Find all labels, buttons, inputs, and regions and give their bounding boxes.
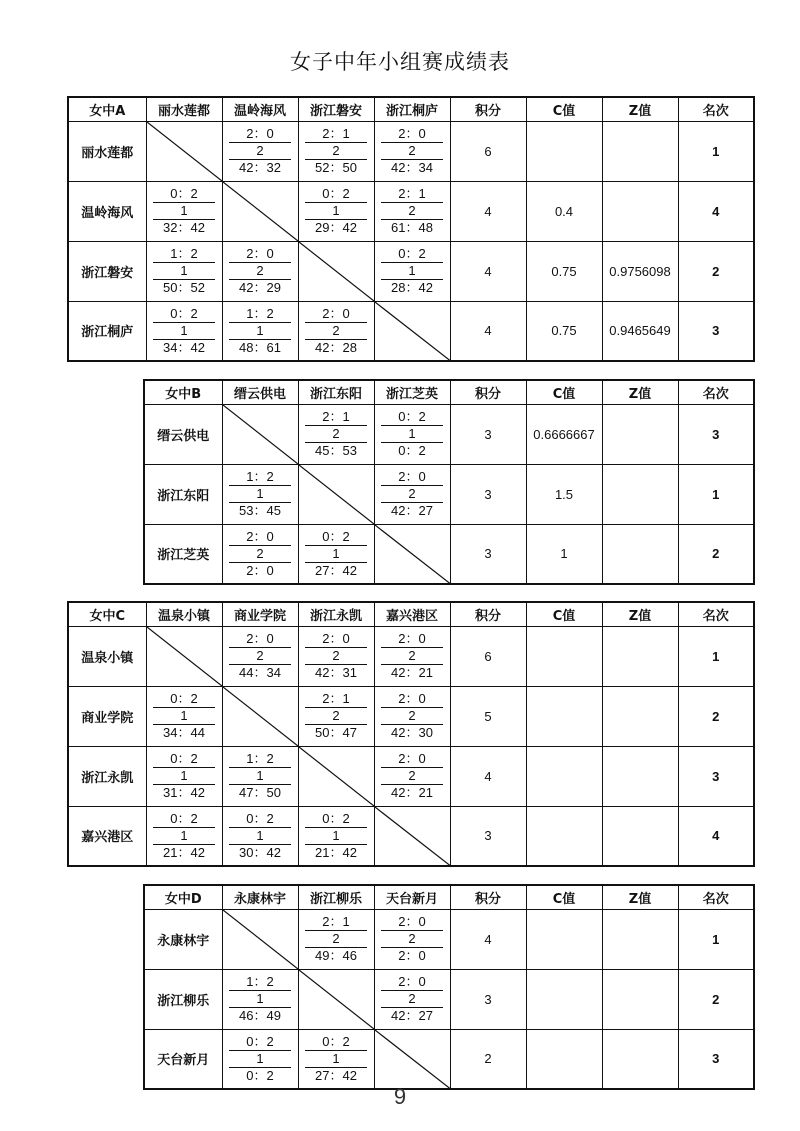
point-score: 28：42	[391, 280, 433, 295]
game-score: 0：2	[305, 529, 367, 546]
match-result	[222, 806, 298, 866]
points-value: 5	[450, 686, 526, 746]
match-points: 2	[381, 648, 443, 665]
game-score: 2：0	[381, 974, 443, 991]
c-value: 1.5	[526, 464, 602, 524]
column-header: 浙江东阳	[298, 380, 374, 404]
point-score: 27：42	[315, 562, 357, 578]
point-score: 49：46	[315, 948, 357, 963]
point-score: 42：21	[391, 665, 433, 680]
match-result	[146, 241, 222, 301]
diagonal-cell	[222, 404, 298, 464]
diagonal-cell	[374, 806, 450, 866]
point-score: 52：50	[315, 160, 357, 175]
game-score: 2：0	[381, 751, 443, 768]
rank-value: 1	[678, 909, 754, 969]
column-header: 名次	[678, 97, 754, 121]
column-header: 商业学院	[222, 602, 298, 626]
point-score: 0：2	[398, 443, 426, 458]
z-value: 0.9465649	[602, 301, 678, 361]
match-points: 1	[153, 263, 215, 280]
diagonal-cell	[298, 241, 374, 301]
match-points: 1	[153, 203, 215, 220]
game-score: 0：2	[153, 306, 215, 323]
match-result	[374, 969, 450, 1029]
point-score: 42：34	[391, 160, 433, 175]
c-value	[526, 121, 602, 181]
game-score: 0：2	[153, 691, 215, 708]
table-row	[68, 626, 754, 686]
game-score: 2：1	[305, 409, 367, 426]
rank-value: 3	[678, 404, 754, 464]
match-points: 1	[153, 768, 215, 785]
z-value	[602, 806, 678, 866]
match-result	[222, 301, 298, 361]
rank-value: 1	[678, 464, 754, 524]
team-name: 温泉小镇	[68, 626, 146, 686]
point-score: 53：45	[239, 503, 281, 518]
header-row	[144, 885, 754, 909]
point-score: 42：27	[391, 503, 433, 518]
match-result	[222, 464, 298, 524]
page-title: 女子中年小组赛成绩表	[290, 50, 510, 74]
match-result	[374, 241, 450, 301]
match-points: 1	[229, 323, 291, 340]
column-header: C值	[526, 380, 602, 404]
match-points: 1	[153, 323, 215, 340]
table-row	[68, 806, 754, 866]
game-score: 2：1	[305, 914, 367, 931]
column-header: 名次	[678, 602, 754, 626]
point-score: 27：42	[315, 1067, 357, 1083]
game-score: 2：1	[305, 691, 367, 708]
match-points: 1	[229, 991, 291, 1008]
point-score: 44：34	[239, 665, 281, 680]
z-value	[602, 746, 678, 806]
points-value: 3	[450, 404, 526, 464]
match-points: 1	[305, 546, 367, 563]
points-value: 4	[450, 241, 526, 301]
points-value: 3	[450, 969, 526, 1029]
c-value	[526, 626, 602, 686]
game-score: 2：0	[381, 914, 443, 931]
match-result	[298, 121, 374, 181]
game-score: 0：2	[229, 811, 291, 828]
column-header: C值	[526, 97, 602, 121]
table-row	[144, 969, 754, 1029]
match-result	[374, 909, 450, 969]
rank-value: 2	[678, 686, 754, 746]
column-header: 嘉兴港区	[374, 602, 450, 626]
points-value: 4	[450, 181, 526, 241]
team-name: 天台新月	[144, 1029, 222, 1089]
point-score: 2：0	[398, 948, 426, 963]
points-value: 2	[450, 1029, 526, 1089]
point-score: 42：21	[391, 785, 433, 800]
match-result	[298, 181, 374, 241]
match-points: 1	[381, 263, 443, 280]
column-header: 积分	[450, 97, 526, 121]
table-row	[144, 909, 754, 969]
points-value: 3	[450, 464, 526, 524]
column-header: 永康林宇	[222, 885, 298, 909]
z-value	[602, 626, 678, 686]
game-score: 2：0	[305, 631, 367, 648]
game-score: 2：1	[381, 186, 443, 203]
points-value: 4	[450, 301, 526, 361]
points-value: 4	[450, 909, 526, 969]
rank-value: 4	[678, 806, 754, 866]
game-score: 1：2	[229, 751, 291, 768]
column-header: 浙江桐庐	[374, 97, 450, 121]
header-row	[68, 602, 754, 626]
c-value	[526, 909, 602, 969]
column-header: 浙江芝英	[374, 380, 450, 404]
team-name: 丽水莲都	[68, 121, 146, 181]
point-score: 29：42	[315, 220, 357, 235]
diagonal-cell	[374, 301, 450, 361]
game-score: 2：0	[381, 469, 443, 486]
c-value: 0.4	[526, 181, 602, 241]
c-value	[526, 746, 602, 806]
game-score: 2：0	[305, 306, 367, 323]
team-name: 嘉兴港区	[68, 806, 146, 866]
table-row	[68, 301, 754, 361]
game-score: 0：2	[381, 409, 443, 426]
rank-value: 4	[678, 181, 754, 241]
column-header: C值	[526, 885, 602, 909]
match-result	[222, 241, 298, 301]
match-result	[374, 121, 450, 181]
c-value: 0.6666667	[526, 404, 602, 464]
c-value: 1	[526, 524, 602, 584]
match-points: 1	[153, 828, 215, 845]
game-score: 2：0	[381, 631, 443, 648]
match-points: 2	[305, 323, 367, 340]
team-name: 缙云供电	[144, 404, 222, 464]
team-name: 浙江桐庐	[68, 301, 146, 361]
table-row	[144, 464, 754, 524]
game-score: 2：0	[229, 529, 291, 546]
point-score: 42：31	[315, 665, 357, 680]
point-score: 50：47	[315, 725, 357, 740]
c-value: 0.75	[526, 301, 602, 361]
point-score: 46：49	[239, 1008, 281, 1023]
game-score: 2：0	[381, 691, 443, 708]
diagonal-cell	[222, 909, 298, 969]
rank-value: 2	[678, 969, 754, 1029]
z-value	[602, 909, 678, 969]
table-row	[68, 241, 754, 301]
group-table	[143, 379, 755, 585]
diagonal-cell	[222, 181, 298, 241]
column-header: Z值	[602, 97, 678, 121]
c-value: 0.75	[526, 241, 602, 301]
match-points: 2	[381, 931, 443, 948]
point-score: 42：29	[239, 280, 281, 295]
z-value	[602, 464, 678, 524]
diagonal-cell	[298, 746, 374, 806]
game-score: 2：0	[229, 246, 291, 263]
match-points: 2	[381, 708, 443, 725]
group-name: 女中D	[144, 885, 222, 909]
match-result	[222, 121, 298, 181]
game-score: 0：2	[305, 1034, 367, 1051]
point-score: 32：42	[163, 220, 205, 235]
column-header: 温岭海风	[222, 97, 298, 121]
match-result	[298, 1029, 374, 1089]
c-value	[526, 1029, 602, 1089]
point-score: 30：42	[239, 844, 281, 860]
match-result	[146, 181, 222, 241]
point-score: 21：42	[163, 844, 205, 860]
table-row	[68, 686, 754, 746]
match-result	[374, 404, 450, 464]
point-score: 34：44	[163, 725, 205, 740]
game-score: 0：2	[305, 811, 367, 828]
table-row	[144, 404, 754, 464]
match-result	[298, 404, 374, 464]
rank-value: 2	[678, 524, 754, 584]
z-value	[602, 686, 678, 746]
points-value: 3	[450, 806, 526, 866]
match-result	[374, 686, 450, 746]
z-value	[602, 969, 678, 1029]
match-result	[222, 746, 298, 806]
c-value	[526, 969, 602, 1029]
team-name: 浙江芝英	[144, 524, 222, 584]
points-value: 6	[450, 626, 526, 686]
rank-value: 1	[678, 626, 754, 686]
match-points: 2	[305, 931, 367, 948]
group-table	[143, 884, 755, 1090]
team-name: 浙江磐安	[68, 241, 146, 301]
match-points: 2	[305, 708, 367, 725]
match-result	[222, 1029, 298, 1089]
group-table	[67, 96, 755, 362]
match-points: 2	[305, 648, 367, 665]
match-points: 2	[381, 768, 443, 785]
match-points: 1	[153, 708, 215, 725]
game-score: 2：0	[229, 631, 291, 648]
match-result	[298, 301, 374, 361]
points-value: 3	[450, 524, 526, 584]
match-points: 1	[229, 486, 291, 503]
column-header: 积分	[450, 602, 526, 626]
match-result	[374, 746, 450, 806]
match-result	[298, 686, 374, 746]
z-value	[602, 404, 678, 464]
point-score: 45：53	[315, 443, 357, 458]
column-header: 天台新月	[374, 885, 450, 909]
game-score: 0：2	[153, 751, 215, 768]
match-points: 2	[229, 648, 291, 665]
column-header: C值	[526, 602, 602, 626]
game-score: 0：2	[381, 246, 443, 263]
table-row	[68, 746, 754, 806]
match-points: 1	[305, 828, 367, 845]
diagonal-cell	[222, 686, 298, 746]
match-result	[146, 301, 222, 361]
match-points: 2	[381, 143, 443, 160]
match-points: 2	[381, 486, 443, 503]
z-value	[602, 181, 678, 241]
match-result	[222, 626, 298, 686]
rank-value: 3	[678, 1029, 754, 1089]
match-points: 2	[229, 546, 291, 563]
table-row	[68, 181, 754, 241]
match-points: 1	[229, 768, 291, 785]
match-result	[222, 969, 298, 1029]
points-value: 4	[450, 746, 526, 806]
z-value: 0.9756098	[602, 241, 678, 301]
column-header: Z值	[602, 602, 678, 626]
point-score: 31：42	[163, 785, 205, 800]
group-table	[67, 601, 755, 867]
column-header: 浙江磐安	[298, 97, 374, 121]
column-header: 积分	[450, 380, 526, 404]
match-result	[146, 746, 222, 806]
point-score: 42：30	[391, 725, 433, 740]
table-row	[144, 1029, 754, 1089]
match-points: 1	[305, 1051, 367, 1068]
column-header: 名次	[678, 380, 754, 404]
team-name: 温岭海风	[68, 181, 146, 241]
game-score: 2：1	[305, 126, 367, 143]
points-value: 6	[450, 121, 526, 181]
match-result	[298, 524, 374, 584]
point-score: 61：48	[391, 220, 433, 235]
team-name: 永康林宇	[144, 909, 222, 969]
column-header: 缙云供电	[222, 380, 298, 404]
diagonal-cell	[374, 1029, 450, 1089]
team-name: 浙江柳乐	[144, 969, 222, 1029]
diagonal-cell	[146, 626, 222, 686]
group-name: 女中C	[68, 602, 146, 626]
point-score: 42：32	[239, 160, 281, 175]
diagonal-cell	[146, 121, 222, 181]
match-points: 2	[305, 143, 367, 160]
match-result	[146, 686, 222, 746]
column-header: 积分	[450, 885, 526, 909]
point-score: 0：2	[246, 1067, 274, 1083]
c-value	[526, 806, 602, 866]
column-header: 丽水莲都	[146, 97, 222, 121]
page-number: 9	[393, 1084, 407, 1109]
game-score: 0：2	[229, 1034, 291, 1051]
diagonal-cell	[298, 464, 374, 524]
table-row	[144, 524, 754, 584]
column-header: 浙江柳乐	[298, 885, 374, 909]
column-header: Z值	[602, 380, 678, 404]
match-result	[298, 626, 374, 686]
match-points: 1	[305, 203, 367, 220]
point-score: 47：50	[239, 785, 281, 800]
match-result	[146, 806, 222, 866]
column-header: 名次	[678, 885, 754, 909]
column-header: 温泉小镇	[146, 602, 222, 626]
z-value	[602, 1029, 678, 1089]
z-value	[602, 121, 678, 181]
match-points: 2	[229, 263, 291, 280]
group-name: 女中A	[68, 97, 146, 121]
header-row	[68, 97, 754, 121]
point-score: 42：28	[315, 339, 357, 355]
match-points: 1	[229, 1051, 291, 1068]
match-result	[222, 524, 298, 584]
diagonal-cell	[374, 524, 450, 584]
point-score: 21：42	[315, 844, 357, 860]
rank-value: 3	[678, 301, 754, 361]
match-points: 2	[381, 991, 443, 1008]
c-value	[526, 686, 602, 746]
match-points: 2	[381, 203, 443, 220]
match-result	[298, 806, 374, 866]
point-score: 42：27	[391, 1008, 433, 1023]
match-points: 2	[229, 143, 291, 160]
game-score: 0：2	[153, 186, 215, 203]
rank-value: 1	[678, 121, 754, 181]
rank-value: 3	[678, 746, 754, 806]
game-score: 1：2	[229, 306, 291, 323]
match-result	[298, 909, 374, 969]
team-name: 浙江东阳	[144, 464, 222, 524]
point-score: 48：61	[239, 339, 281, 355]
game-score: 0：2	[153, 811, 215, 828]
game-score: 2：0	[381, 126, 443, 143]
point-score: 34：42	[163, 339, 205, 355]
game-score: 2：0	[229, 126, 291, 143]
header-row	[144, 380, 754, 404]
match-result	[374, 181, 450, 241]
column-header: 浙江永凯	[298, 602, 374, 626]
game-score: 1：2	[229, 974, 291, 991]
match-points: 1	[381, 426, 443, 443]
game-score: 1：2	[153, 246, 215, 263]
diagonal-cell	[298, 969, 374, 1029]
point-score: 50：52	[163, 280, 205, 295]
match-result	[374, 464, 450, 524]
team-name: 商业学院	[68, 686, 146, 746]
match-result	[374, 626, 450, 686]
rank-value: 2	[678, 241, 754, 301]
z-value	[602, 524, 678, 584]
column-header: Z值	[602, 885, 678, 909]
match-points: 1	[229, 828, 291, 845]
table-row	[68, 121, 754, 181]
game-score: 1：2	[229, 469, 291, 486]
match-points: 2	[305, 426, 367, 443]
game-score: 0：2	[305, 186, 367, 203]
team-name: 浙江永凯	[68, 746, 146, 806]
group-name: 女中B	[144, 380, 222, 404]
point-score: 2：0	[246, 562, 274, 578]
